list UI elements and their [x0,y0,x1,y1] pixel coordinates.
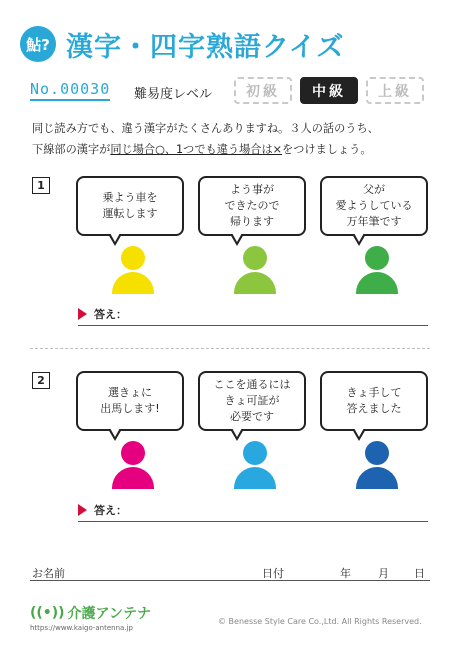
speech-bubble-q1-1 [76,176,184,236]
bubble-line: 選きょに [107,386,152,399]
level-badge-beginner: 初級 [234,77,292,104]
speech-bubble-q2-2 [198,371,306,431]
question-number-2: 2 [32,372,50,389]
question-number-1: 1 [32,177,50,194]
worksheet-number: No.00030 [30,80,110,101]
bubble-line: きょ手して [346,386,402,399]
answer-field-1[interactable] [78,306,428,326]
bubble-line: きょ可証が [224,394,280,407]
difficulty-label: 難易度レベル [134,87,213,102]
bubble-line: 乗よう車を [102,191,158,204]
instructions-line2-underlined: 同じ場合○、1つでも違う場合は× [110,143,283,156]
person-icon-q1-2 [234,246,276,294]
day-label: 日 [414,567,425,580]
bubble-line: 愛ようしている [335,199,413,212]
answer-field-2[interactable] [78,502,428,522]
page-title: 漢字・四字熟語クイズ [66,31,345,63]
answer-marker-icon [78,504,87,516]
speech-bubble-q1-3 [320,176,428,236]
quiz-logo-icon: 鮎? [20,26,56,62]
bubble-line: 万年筆です [346,215,402,228]
name-date-field[interactable] [30,580,430,581]
bubble-line: 父が [363,183,385,196]
instructions-line1: 同じ読み方でも、違う漢字がたくさんありますね。３人の話のうち、 [32,122,379,135]
month-label: 月 [378,567,389,580]
copyright: © Benesse Style Care Co.,Ltd. All Rights Reserved. [218,617,422,626]
section-divider [30,348,430,349]
speech-bubble-q2-1 [76,371,184,431]
bubble-line: 出馬します! [100,402,160,415]
date-label: 日付 [262,567,284,580]
brand-url: https://www.kaigo-antenna.jp [30,624,133,632]
bubble-line: 答えました [346,402,402,415]
header [20,24,344,64]
bubble-line: 帰ります [230,215,274,228]
bubble-line: 運転します [102,207,158,220]
brand-logo [30,603,151,623]
antenna-icon: ((•)) [30,605,65,621]
name-label: お名前 [32,567,65,580]
instructions [32,118,432,160]
instructions-line2-pre: 下線部の漢字が [32,143,111,156]
answer-marker-icon [78,308,87,320]
speech-bubble-q1-2 [198,176,306,236]
speech-bubble-q2-3 [320,371,428,431]
person-icon-q2-3 [356,441,398,489]
answer-label: 答え： [94,308,127,321]
bubble-line: ここを通るには [213,378,291,391]
year-label: 年 [340,567,351,580]
bubble-line: 必要です [230,410,274,423]
bubble-line: できたので [224,199,280,212]
level-badge-intermediate: 中級 [300,77,358,104]
brand-name: 介護アンテナ [67,606,151,622]
person-icon-q2-2 [234,441,276,489]
person-icon-q1-3 [356,246,398,294]
level-badge-advanced: 上級 [366,77,424,104]
instructions-line2-post: をつけましょう。 [282,143,372,156]
bubble-line: よう事が [230,183,274,196]
answer-label: 答え： [94,504,127,517]
person-icon-q2-1 [112,441,154,489]
person-icon-q1-1 [112,246,154,294]
